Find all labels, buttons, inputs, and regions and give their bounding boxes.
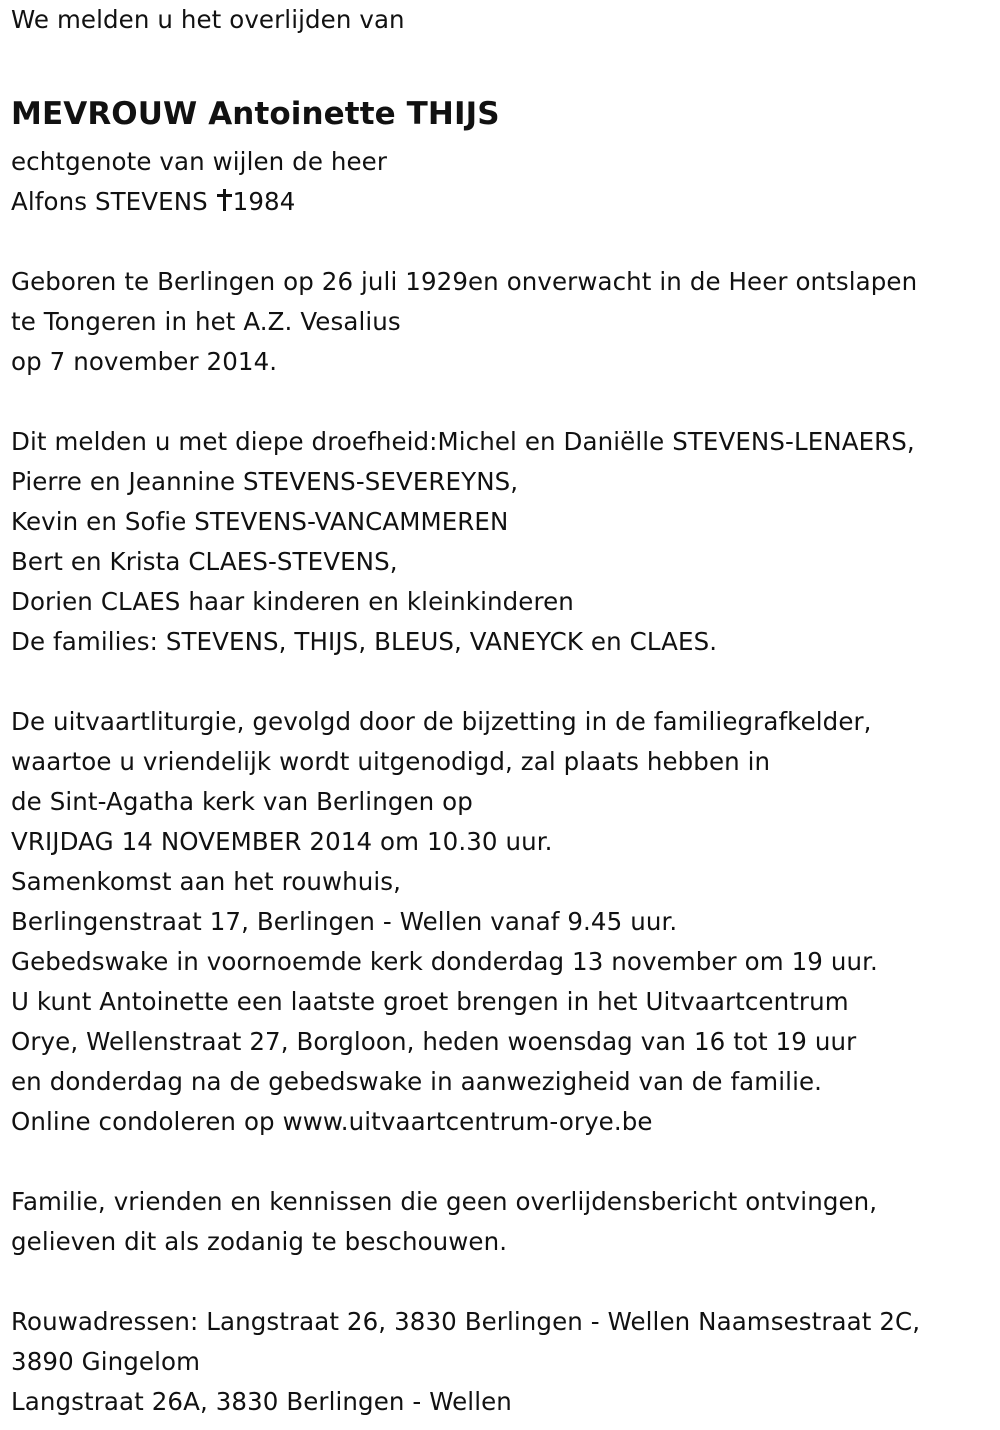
section-spacer — [11, 1262, 996, 1302]
birth-death-line: te Tongeren in het A.Z. Vesalius — [11, 307, 401, 336]
deceased-name: MEVROUW Antoinette THIJS — [11, 96, 500, 132]
section-spacer — [11, 382, 996, 422]
mourner-line: Dorien CLAES haar kinderen en kleinkinderen — [11, 587, 574, 616]
mourner-line: Dit melden u met diepe droefheid:Michel en Daniëlle STEVENS-LENAERS, — [11, 427, 915, 456]
section-spacer — [11, 662, 996, 702]
obituary-notice — [11, 0, 996, 1422]
birth-death-line: Geboren te Berlingen op 26 juli 1929en onverwacht in de Heer ontslapen — [11, 267, 918, 296]
funeral-line: Berlingenstraat 17, Berlingen - Wellen vanaf 9.45 uur. — [11, 907, 678, 936]
spouse-death-year: 1984 — [232, 187, 296, 216]
mourner-line: Bert en Krista CLAES-STEVENS, — [11, 547, 398, 576]
deceased-relation: echtgenote van wijlen de heer — [11, 147, 388, 176]
funeral-line: VRIJDAG 14 NOVEMBER 2014 om 10.30 uur. — [11, 827, 553, 856]
spouse-line — [11, 182, 996, 222]
notice-line: gelieven dit als zodanig te beschouwen. — [11, 1227, 508, 1256]
mourner-line: Kevin en Sofie STEVENS-VANCAMMEREN — [11, 507, 509, 536]
funeral-line: Online condoleren op www.uitvaartcentrum-orye.be — [11, 1107, 653, 1136]
intro-text: We melden u het overlijden van — [11, 5, 405, 34]
funeral-line: De uitvaartliturgie, gevolgd door de bijzetting in de familiegrafkelder, — [11, 707, 872, 736]
mourner-line: De families: STEVENS, THIJS, BLEUS, VANEYCK en CLAES. — [11, 627, 718, 656]
addresses-section — [11, 1302, 996, 1422]
address-line: 3890 Gingelom — [11, 1347, 201, 1376]
birth-death-section — [11, 262, 996, 382]
funeral-line: Gebedswake in voornoemde kerk donderdag 13 november om 19 uur. — [11, 947, 878, 976]
section-spacer — [11, 1142, 996, 1182]
birth-death-line: op 7 november 2014. — [11, 347, 278, 376]
notice-section — [11, 1182, 996, 1262]
mourners-section — [11, 422, 996, 662]
section-spacer — [11, 40, 996, 80]
mourner-line: Pierre en Jeannine STEVENS-SEVEREYNS, — [11, 467, 519, 496]
funeral-line: Orye, Wellenstraat 27, Borgloon, heden woensdag van 16 tot 19 uur — [11, 1027, 857, 1056]
funeral-line: Samenkomst aan het rouwhuis, — [11, 867, 402, 896]
funeral-line: de Sint-Agatha kerk van Berlingen op — [11, 787, 473, 816]
funeral-line: U kunt Antoinette een laatste groet brengen in het Uitvaartcentrum — [11, 987, 849, 1016]
address-line: Rouwadressen: Langstraat 26, 3830 Berlingen - Wellen Naamsestraat 2C, — [11, 1307, 921, 1336]
notice-line: Familie, vrienden en kennissen die geen overlijdensbericht ontvingen, — [11, 1187, 878, 1216]
funeral-section — [11, 702, 996, 1142]
funeral-line: waartoe u vriendelijk wordt uitgenodigd, zal plaats hebben in — [11, 747, 771, 776]
section-spacer — [11, 222, 996, 262]
address-line: Langstraat 26A, 3830 Berlingen - Wellen — [11, 1387, 512, 1416]
cross-icon — [216, 189, 232, 211]
funeral-line: en donderdag na de gebedswake in aanwezigheid van de familie. — [11, 1067, 823, 1096]
spouse-name: Alfons STEVENS — [11, 187, 208, 216]
